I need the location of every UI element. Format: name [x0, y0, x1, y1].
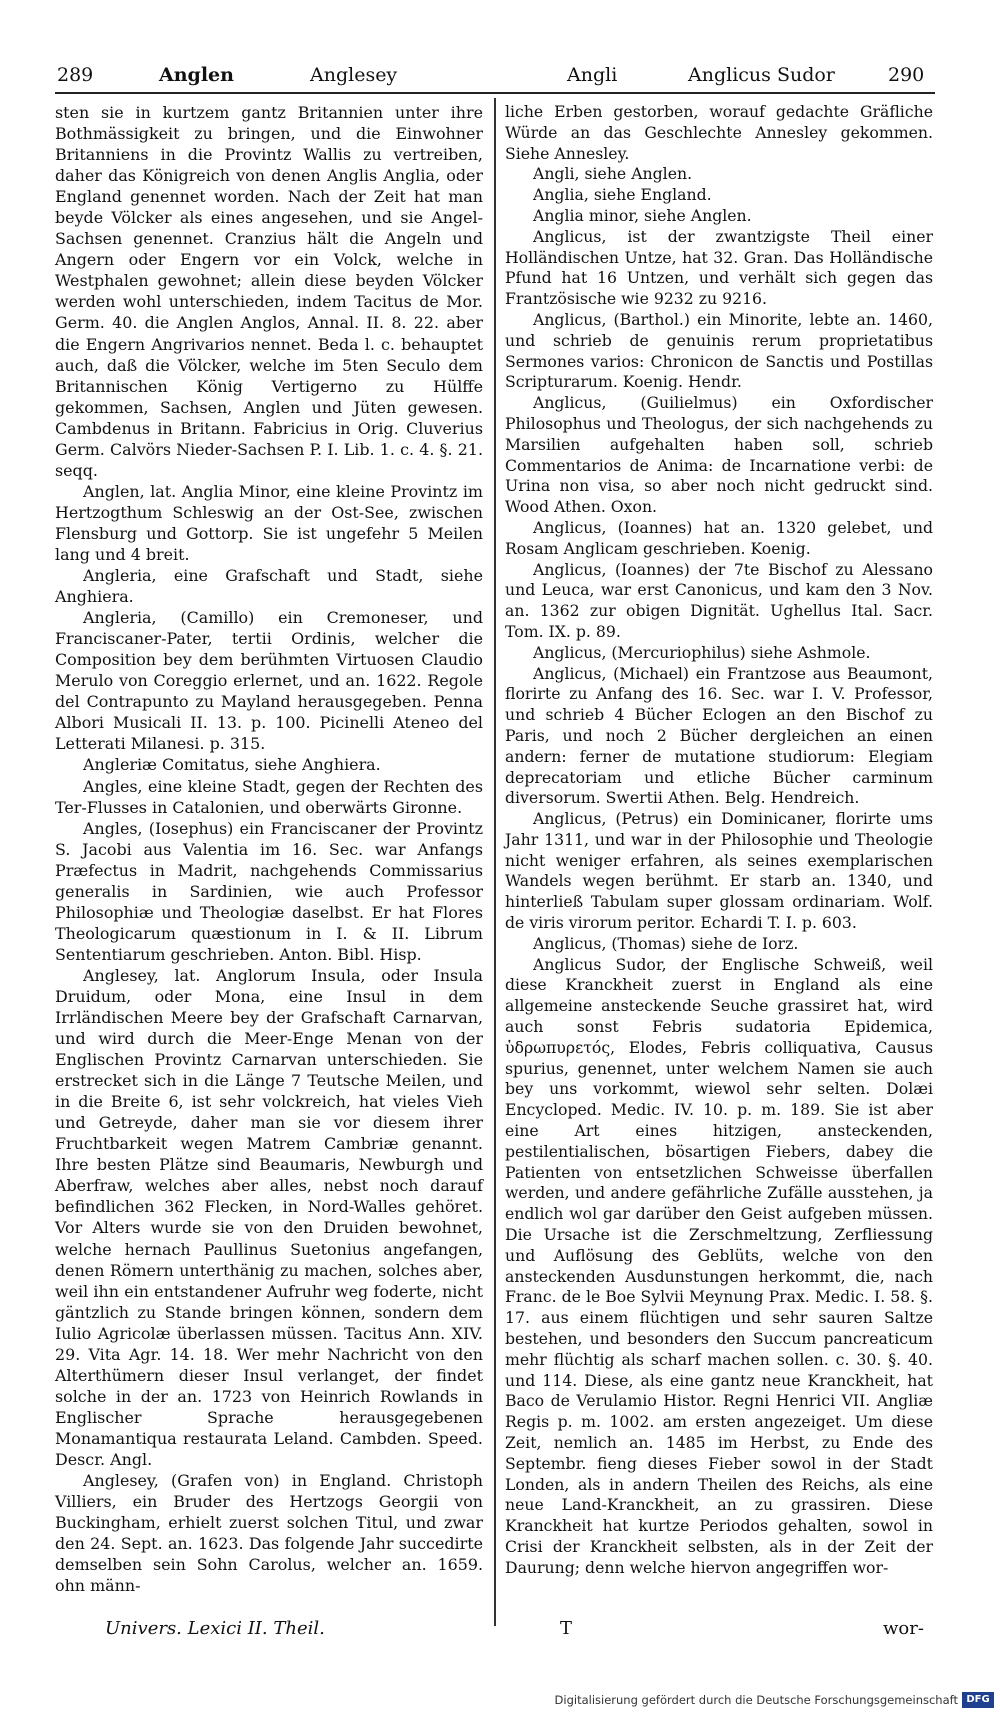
right-column — [505, 102, 933, 1579]
lexicon-entry: Anglicus, (Barthol.) ein Minorite, lebte an. 1460, und schrieb de genuinis rerum proprietatibus Sermones varios: Chronicon de Sanctis und Postillas Scripturarum. Koenig. Hendr. — [505, 309, 933, 392]
lexicon-entry: Angles, eine kleine Stadt, gegen der Rechten des Ter-Flusses in Catalonien, und oberwärts Gironne. — [55, 776, 483, 817]
header-keyword-3: Angli — [567, 64, 618, 86]
lexicon-entry: Angleriæ Comitatus, siehe Anghiera. — [83, 755, 381, 775]
header-keyword-2: Anglesey — [310, 64, 398, 86]
lexicon-entry: Anglicus Sudor, der Englische Schweiß, weil diese Kranckheit zuerst in England als eine allgemeine ansteckende Seuche grassiret hat, wird auch sonst Febris sudatoria Epidemica, ὑδρωπυρετός, Elodes, Febris colliquativa, Causus spurius, genennet, unter welchem Namen sie auch bey uns vorkommt, wiewol sehr selten. Dolæi Encycloped. Medic. IV. 10. p. m. 189. Sie ist aber eine Art eines hitzigen, ansteckenden, pestilentialischen, bösartigen Fiebers, dabey die Patienten von entsetzlichen Schweisse überfallen werden, und andere gefährliche Zufälle ausstehen, ja endlich wol gar darüber den Geist aufgeben müssen. Die Ursache ist die Zerschmeltzung, Zerfliessung und Auflösung des Geblüts, welche von den ansteckenden Ausdunstungen herkommt, die, nach Franc. de le Boe Sylvii Meynung Prax. Medic. I. 58. §. 17. aus einem flüchtigen und sehr sauren Saltze bestehen, und besonders den Succum pancreaticum mehr flüchtig als scharf machen sollen. c. 30. §. 40. und 114. Diese, als eine gantz neue Kranckheit, hat Baco de Verulamio Histor. Regni Henrici VII. Angliæ Regis p. m. 1002. am ersten angezeiget. Um diese Zeit, nemlich an. 1485 im Herbst, zu Ende des Septembr. fieng dieses Fieber sowol in der Stadt Londen, als in andern Theilen des Reichs, als eine neue Land-Kranckheit, an zu grassiren. Diese Kranckheit hat kurtze Periodos gehalten, sowol in Crisi der Kranckheit selbsten, als in der Zeit der Daurung; denn welche hiervon angegriffen wor- — [505, 954, 933, 1577]
lexicon-entry: Angleria, eine Grafschaft und Stadt, siehe Anghiera. — [55, 566, 483, 607]
lexicon-entry: Anglia, siehe England. — [533, 185, 712, 205]
continued-text: liche Erben gestorben, worauf gedachte Gräfliche Würde an das Geschlechte Annesley gekommen. Siehe Annesley. — [505, 102, 933, 163]
lexicon-entry: Angli, siehe Anglen. — [533, 164, 693, 184]
lexicon-entry: Anglesey, lat. Anglorum Insula, oder Insula Druidum, oder Mona, eine Insul in dem Irrländischen Meere bey der Grafschaft Carnarvan, und wird durch die Meer-Enge Menan von der Englischen Provintz Carnarvan unterschieden. Sie erstrecket sich in die Länge 7 Teutsche Meilen, und in die Breite 6, ist sehr volckreich, hat vieles Vieh und Getreyde, daher man sie vor diesem ihrer Fruchtbarkeit wegen Matrem Cambriæ genannt. Ihre besten Plätze sind Beaumaris, Newburgh und Aberfraw, welches aber alles, nebst noch darauf befindlichen 362 Flecken, in Nord-Walles gehöret. Vor Alters wurde sie von den Druiden bewohnet, welche hernach Paullinus Suetonius angefangen, denen Römern unterthänig zu machen, solches aber, weil ihn ein entstandener Aufruhr weg foderte, nicht gäntzlich zu Stande bringen können, sondern dem Iulio Agricolæ überlassen müssen. Tacitus Ann. XIV. 29. Vita Agr. 14. 18. Wer mehr Nachricht von den Alterthümern dieser Insul verlanget, der findet solche in der an. 1723 von Heinrich Rowlands in Englischer Sprache herausgegebenen Monamantiqua restaurata Leland. Cambden. Speed. Descr. Angl. — [55, 965, 483, 1469]
lexicon-entry: Angleria, (Camillo) ein Cremoneser, und Franciscaner-Pater, tertii Ordinis, welcher die Composition bey dem berühmten Virtuosen Claudio Merulo von Coreggio erlernet, und an. 1622. Regole del Contrapunto zu Mayland herausgegeben. Penna Albori Musicali II. 13. p. 100. Picinelli Ateneo del Letterati Milanesi. p. 315. — [55, 608, 483, 754]
lexicon-entry: Anglia minor, siehe Anglen. — [533, 205, 752, 225]
continued-text: sten sie in kurtzem gantz Britannien unter ihre Bothmässigkeit zu bringen, und die Einwohner Britanniens in die Provintz Wallis zu vertreiben, daher das Königreich von denen Anglis Anglia, oder England genennet worden. Nach der Zeit hat man beyde Völcker als eines angesehen, und sie Angel-Sachsen genennet. Cranzius hält die Angeln und Angern oder Engern vor ein Volck, welche in Westphalen gewohnet; allein diese beyden Völcker werden wohl unterschieden, indem Tacitus de Mor. Germ. 40. die Anglen Anglos, Annal. II. 8. 22. aber die Engern Angrivarios nennet. Beda l. c. behauptet auch, daß die Völcker, welche im 5ten Seculo dem Britannischen König Vertigerno zu Hülffe gekommen, Sachsen, Anglen und Jüten gewesen. Cambdenus in Britann. Fabricius in Orig. Cluverius Germ. Calvörs Nieder-Sachsen P. I. Lib. 1. c. 4. §. 21. seqq. — [55, 103, 483, 480]
dfg-logo-icon: DFG — [962, 1692, 994, 1708]
lexicon-entry: Anglicus, (Guilielmus) ein Oxfordischer Philosophus und Theologus, der sich nachgehends zu Marsilien aufgehalten haben soll, schrieb Commentarios de Anima: de Incarnatione verbi: de Urina non visa, so aber noch nicht gedruckt sind. Wood Athen. Oxon. — [505, 393, 933, 517]
digitization-credit: Digitalisierung gefördert durch die Deutsche Forschungsgemeinschaft — [554, 1693, 958, 1707]
header-keyword-1: Anglen — [159, 64, 234, 86]
catchword: wor- — [883, 1618, 924, 1639]
lexicon-entry: Anglicus, (Michael) ein Frantzose aus Beaumont, florirte zu Anfang des 16. Sec. war I. V. Professor, und schrieb 4 Bücher Eclogen an den Bischof zu Paris, und noch 2 Bücher dergleichen an einen andern: ferner de mutatione studiorum: Elegiam deprecatoriam und etliche Bücher carminum diversorum. Swertii Athen. Belg. Hendreich. — [505, 663, 933, 808]
book-page — [55, 58, 935, 1673]
lexicon-entry: Anglen, lat. Anglia Minor, eine kleine Provintz im Hertzogthum Schleswig an der Ost-See, zwischen Flensburg und Gottorp. Sie ist ungefehr 5 Meilen lang und 4 breit. — [55, 481, 483, 564]
signature-mark: T — [560, 1618, 573, 1639]
lexicon-entry: Anglicus, ist der zwantzigste Theil einer Holländischen Untze, hat 32. Gran. Das Holländische Pfund hat 16 Untzen, und verhält sich gegen das Frantzösische wie 9232 zu 9216. — [505, 226, 933, 309]
header-keyword-4: Anglicus Sudor — [688, 64, 835, 86]
lexicon-entry: Angles, (Iosephus) ein Franciscaner der Provintz S. Jacobi aus Valentia im 16. Sec. war Anfangs Præfectus in Madrit, nachgehends Commissarius generalis in Sardinien, wie auch Professor Philosophiæ und Theologiæ daselbst. Er hat Flores Theologicarum quæstionum in I. & II. Librum Sententiarum geschrieben. Anton. Bibl. Hisp. — [55, 818, 483, 964]
left-column — [55, 102, 483, 1596]
header-rule — [55, 92, 935, 94]
page-number-right: 290 — [888, 64, 925, 86]
column-divider — [494, 98, 496, 1626]
running-header — [55, 58, 935, 94]
lexicon-entry: Anglicus, (Thomas) siehe de Iorz. — [533, 933, 799, 953]
lexicon-entry: Anglesey, (Grafen von) in England. Christoph Villiers, ein Bruder des Hertzogs Georgii von Buckingham, erhielt zuerst solchen Titul, und zwar den 24. Sept. an. 1623. Das folgende Jahr succedirte demselben sein Sohn Carolus, welcher an. 1659. ohn männ- — [55, 1471, 483, 1596]
lexicon-entry: Anglicus, (Mercuriophilus) siehe Ashmole. — [533, 642, 871, 662]
page-number-left: 289 — [57, 64, 94, 86]
digitization-bar — [0, 1690, 1000, 1712]
lexicon-entry: Anglicus, (Ioannes) hat an. 1320 gelebet, und Rosam Anglicam geschrieben. Koenig. — [505, 517, 933, 558]
lexicon-entry: Anglicus, (Ioannes) der 7te Bischof zu Alessano und Leuca, war erst Canonicus, und kam den 3 Nov. an. 1362 zur obigen Dignität. Ughellus Ital. Sacr. Tom. IX. p. 89. — [505, 559, 933, 641]
signature-line: Univers. Lexici II. Theil. — [105, 1618, 325, 1639]
lexicon-entry: Anglicus, (Petrus) ein Dominicaner, florirte ums Jahr 1311, und war in der Philosophie und Theologie nicht weniger erfahren, als seines exemplarischen Wandels wegen berühmt. Er starb an. 1340, und hinterließ Tabulam super glossam ordinariam. Wolf. de viris virorum peritor. Echardi T. I. p. 603. — [505, 809, 933, 933]
